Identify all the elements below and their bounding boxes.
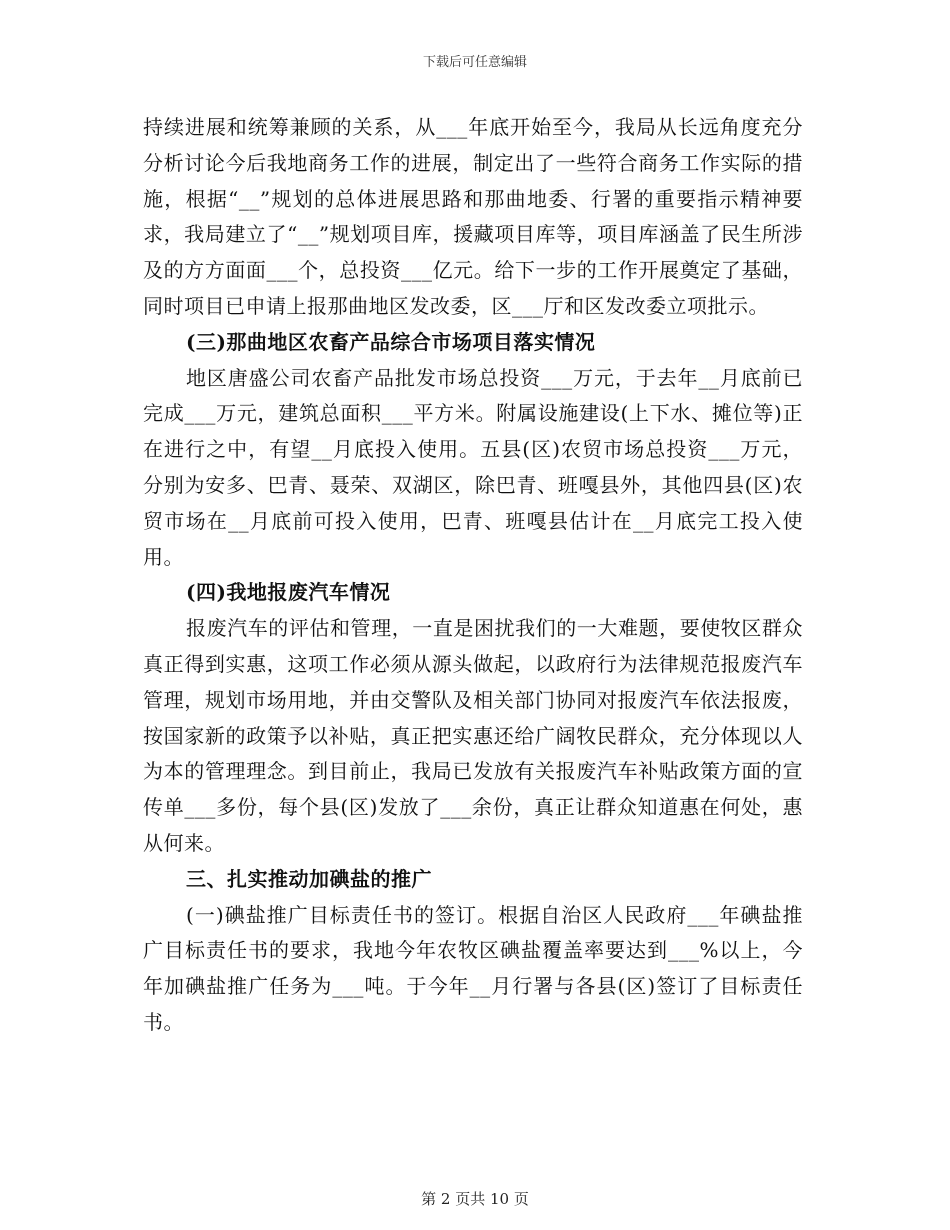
document-body (143, 110, 803, 1041)
page-header: 下载后可任意编辑 (422, 55, 527, 70)
paragraph-market-project: 地区唐盛公司农畜产品批发市场总投资___万元，于去年__月底前已完成___万元，建筑总面积___平方米。附属设施建设(上下水、摊位等)正在进行之中，有望__月底投入使用。五县(区)农贸市场总投资___万元，分别为安多、巴青、聂荣、双湖区，除巴青、班嘎县外，其他四县(区)农贸市场在__月底前可投入使用，巴青、班嘎县估计在__月底完工投入使用。 (143, 365, 803, 569)
page-number: 第 2 页共 10 页 (421, 1190, 529, 1208)
paragraph-scrap-vehicles: 报废汽车的评估和管理，一直是困扰我们的一大难题，要使牧区群众真正得到实惠，这项工作必须从源头做起，以政府行为法律规范报废汽车管理，规划市场用地，并由交警队及相关部门协同对报废汽车依法报废，按国家新的政策予以补贴，真正把实惠还给广阔牧民群众，充分体现以人为本的管理理念。到目前止，我局已发放有关报废汽车补贴政策方面的宣传单___多份，每个县(区)发放了___余份，真正让群众知道惠在何处，惠从何来。 (143, 616, 803, 855)
paragraph-continued: 持续进展和统筹兼顾的关系，从___年底开始至今，我局从长远角度充分分析讨论今后我地商务工作的进展，制定出了一些符合商务工作实际的措施，根据“__”规划的总体进展思路和那曲地委、行署的重要指示精神要求，我局建立了“__”规划项目库，援藏项目库等，项目库涵盖了民生所涉及的方方面面___个，总投资___亿元。给下一步的工作开展奠定了基础，同时项目已申请上报那曲地区发改委，区___厅和区发改委立项批示。 (143, 115, 803, 318)
section-heading-iodized-salt: 三、扎实推动加碘盐的推广 (186, 866, 432, 891)
section-heading-3: (三)那曲地区农畜产品综合市场项目落实情况 (186, 329, 596, 354)
paragraph-salt-responsibility: (一)碘盐推广目标责任书的签订。根据自治区人民政府___年碘盐推广目标责任书的要求，我地今年农牧区碘盐覆盖率要达到___%以上，今年加碘盐推广任务为___吨。于今年__月行署与各县(区)签订了目标责任书。 (143, 902, 803, 1034)
section-heading-4: (四)我地报废汽车情况 (186, 580, 391, 605)
